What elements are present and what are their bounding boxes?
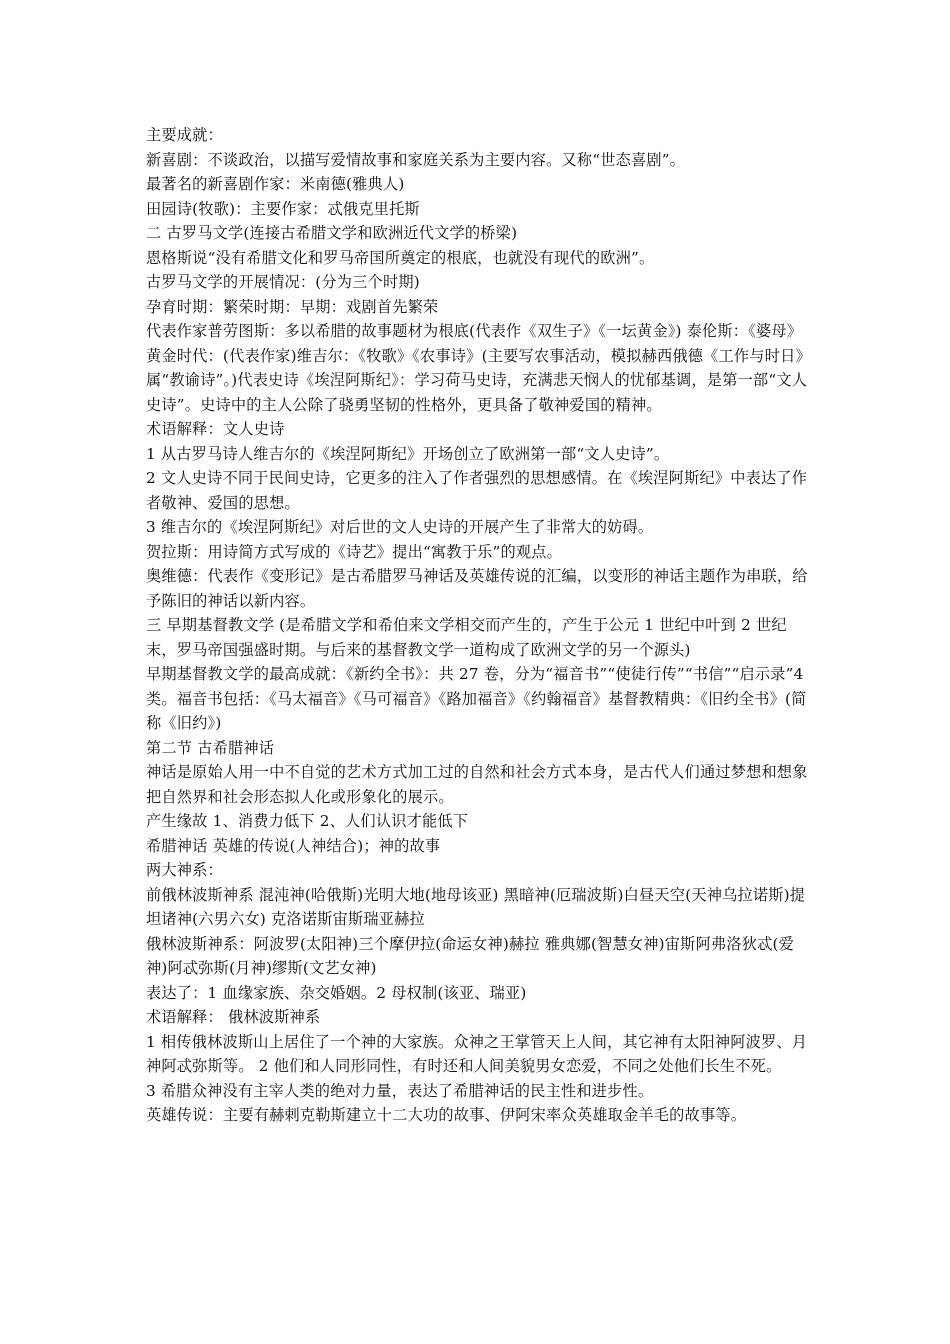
paragraph: 黄金时代：(代表作家)维吉尔：《牧歌》《农事诗》(主要写农事活动，模拟赫西俄德《工作与时日》属“教谕诗”。)代表史诗《埃涅阿斯纪》：学习荷马史诗，充满悲天悯人的忧郁基调，是第一部“文人史诗”。史诗中的主人公除了骁勇坚韧的性格外，更具备了敬神爱国的精神。 bbox=[146, 346, 811, 414]
paragraph: 3 希腊众神没有主宰人类的绝对力量，表达了希腊神话的民主性和进步性。 bbox=[146, 1081, 654, 1100]
section-heading: 三 早期基督教文学 (是希腊文学和希伯来文学相交而产生的，产生于公元 1 世纪中叶到 2 世纪末，罗马帝国强盛时期。与后来的基督教文学一道构成了欧洲文学的另一个源头) bbox=[146, 616, 787, 659]
paragraph: 早期基督教文学的最高成就：《新约全书》：共 27 卷，分为“福音书”“使徒行传”“书信”“启示录”4 类。福音书包括：《马太福音》《马可福音》《路加福音》《约翰福音》基督教精典：《旧约全书》(简称《旧约》) bbox=[146, 665, 807, 732]
paragraph: 术语解释：文人史诗 bbox=[146, 420, 285, 438]
paragraph: 3 维吉尔的《埃涅阿斯纪》对后世的文人史诗的开展产生了非常大的妨碍。 bbox=[146, 518, 654, 536]
paragraph: 主要成就： bbox=[146, 126, 223, 144]
paragraph: 前俄林波斯神系 混沌神(哈俄斯)光明大地(地母该亚) 黑暗神(厄瑞波斯)白昼天空(天神乌拉诺斯)提坦诸神(六男六女) 克洛诺斯宙斯瑞亚赫拉 bbox=[146, 885, 806, 928]
paragraph: 2 文人史诗不同于民间史诗，它更多的注入了作者强烈的思想感情。在《埃涅阿斯纪》中表达了作者敬神、爱国的思想。 bbox=[146, 469, 808, 512]
paragraph: 1 从古罗马诗人维吉尔的《埃涅阿斯纪》开场创立了欧洲第一部“文人史诗”。 bbox=[146, 444, 670, 463]
paragraph: 1 相传俄林波斯山上居住了一个神的大家族。众神之王掌管天上人间，其它神有太阳神阿波罗、月神阿忒弥斯等。 2 他们和人同形同性，有时还和人间美貌男女恋爱，不同之处他们长生不死。 bbox=[146, 1032, 808, 1075]
paragraph: 希腊神话 英雄的传说(人神结合)；神的故事 bbox=[146, 836, 441, 855]
paragraph: 神话是原始人用一中不自觉的艺术方式加工过的自然和社会方式本身，是古代人们通过梦想和想象把自然界和社会形态拟人化或形象化的展示。 bbox=[146, 763, 808, 806]
section-heading: 二 古罗马文学(连接古希腊文学和欧洲近代文学的桥梁) bbox=[146, 224, 518, 242]
paragraph: 代表作家普劳图斯：多以希腊的故事题材为根底(代表作《双生子》《一坛黄金》) 泰伦斯：《婆母》 bbox=[146, 322, 803, 340]
paragraph: 最著名的新喜剧作家：米南德(雅典人) bbox=[146, 175, 405, 193]
paragraph: 田园诗(牧歌)：主要作家：忒俄克里托斯 bbox=[146, 199, 420, 218]
paragraph: 俄林波斯神系：阿波罗(太阳神)三个摩伊拉(命运女神)赫拉 雅典娜(智慧女神)宙斯阿弗洛狄忒(爱神)阿忒弥斯(月神)缪斯(文艺女神) bbox=[146, 934, 795, 977]
paragraph: 术语解释： 俄林波斯神系 bbox=[146, 1008, 321, 1026]
paragraph: 两大神系： bbox=[146, 861, 223, 879]
paragraph: 贺拉斯：用诗简方式写成的《诗艺》提出“寓教于乐”的观点。 bbox=[146, 542, 563, 561]
paragraph: 奥维德：代表作《变形记》是古希腊罗马神话及英雄传说的汇编，以变形的神话主题作为串联，给予陈旧的神话以新内容。 bbox=[146, 567, 808, 610]
paragraph: 孕育时期：繁荣时期：早期：戏剧首先繁荣 bbox=[146, 297, 439, 316]
paragraph: 新喜剧：不谈政治，以描写爱情故事和家庭关系为主要内容。又称“世态喜剧”。 bbox=[146, 150, 686, 169]
paragraph: 恩格斯说“没有希腊文化和罗马帝国所奠定的根底，也就没有现代的欧洲”。 bbox=[146, 248, 655, 267]
paragraph: 产生缘故 1、消费力低下 2、人们认识才能低下 bbox=[146, 812, 469, 830]
section-heading: 第二节 古希腊神话 bbox=[146, 738, 275, 757]
paragraph: 表达了：1 血缘家族、杂交婚姻。2 母权制(该亚、瑞亚) bbox=[146, 983, 527, 1002]
paragraph: 古罗马文学的开展情况：(分为三个时期) bbox=[146, 273, 420, 291]
document-body bbox=[146, 123, 812, 1128]
paragraph: 英雄传说：主要有赫剌克勒斯建立十二大功的故事、伊阿宋率众英雄取金羊毛的故事等。 bbox=[146, 1106, 747, 1124]
